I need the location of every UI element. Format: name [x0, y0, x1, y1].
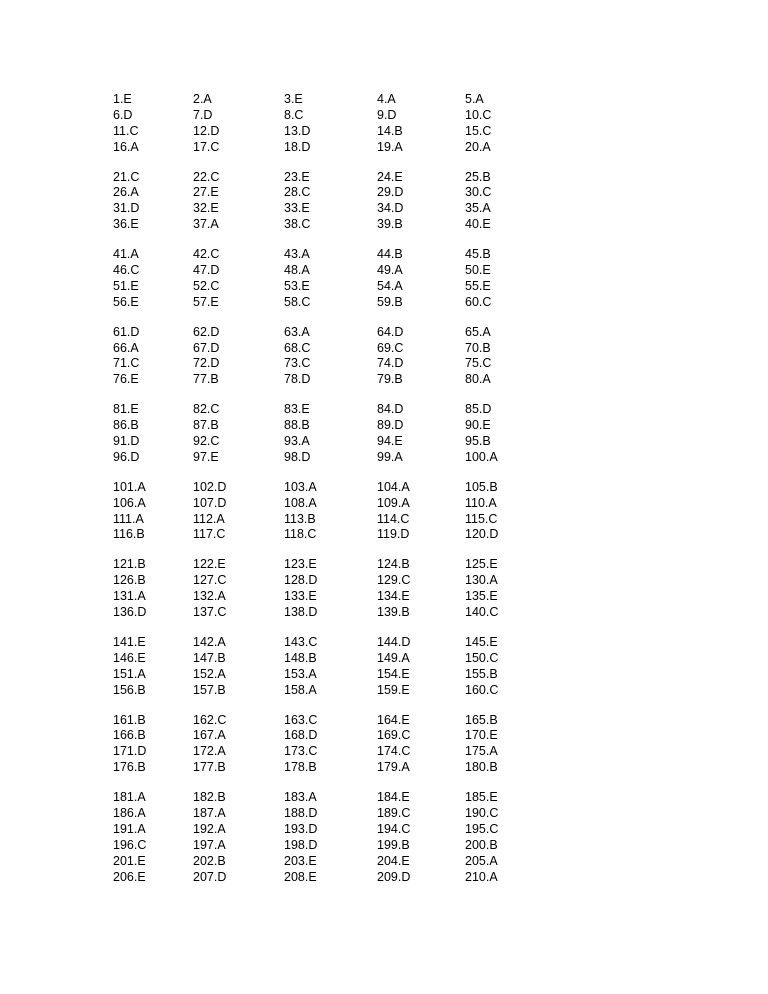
answer-cell: 142.A [193, 634, 226, 649]
answer-cell: 155.B [465, 666, 498, 681]
answer-cell: 141.E [113, 634, 146, 649]
answer-row [113, 201, 533, 217]
answer-cell: 123.E [284, 557, 317, 572]
answer-cell: 169.C [377, 728, 411, 743]
answer-cell: 210.A [465, 869, 498, 884]
answer-cell: 202.B [193, 853, 226, 868]
answer-cell: 35.A [465, 201, 491, 216]
answer-cell: 140.C [465, 605, 499, 620]
answer-cell: 85.D [465, 402, 492, 417]
answer-cell: 92.C [193, 434, 220, 449]
answer-cell: 70.B [465, 340, 491, 355]
answer-cell: 157.B [193, 682, 226, 697]
answer-cell: 12.D [193, 123, 220, 138]
answer-cell: 151.A [113, 666, 146, 681]
answer-cell: 82.C [193, 402, 220, 417]
answer-cell: 184.E [377, 790, 410, 805]
answer-cell: 127.C [193, 573, 227, 588]
answer-row [113, 605, 533, 621]
answer-cell: 11.C [113, 123, 139, 138]
answer-group [113, 713, 533, 777]
answer-cell: 180.B [465, 760, 498, 775]
answer-cell: 99.A [377, 449, 403, 464]
answer-cell: 133.E [284, 589, 317, 604]
answer-group [113, 790, 533, 885]
answer-cell: 189.C [377, 805, 411, 820]
answer-row [113, 573, 533, 589]
answer-group [113, 480, 533, 544]
answer-cell: 203.E [284, 853, 317, 868]
answer-cell: 113.B [284, 511, 316, 526]
answer-row [113, 589, 533, 605]
answer-row [113, 806, 533, 822]
answer-cell: 37.A [193, 217, 219, 232]
answer-cell: 64.D [377, 324, 404, 339]
answer-cell: 193.D [284, 821, 318, 836]
answer-cell: 120.D [465, 527, 499, 542]
answer-cell: 87.B [193, 418, 219, 433]
answer-cell: 16.A [113, 139, 139, 154]
answer-cell: 54.A [377, 278, 403, 293]
answer-cell: 71.C [113, 356, 140, 371]
answer-cell: 18.D [284, 139, 311, 154]
answer-cell: 156.B [113, 682, 146, 697]
answer-cell: 187.A [193, 805, 226, 820]
answer-cell: 166.B [113, 728, 146, 743]
answer-cell: 209.D [377, 869, 411, 884]
answer-cell: 21.C [113, 169, 140, 184]
answer-cell: 205.A [465, 853, 498, 868]
answer-row [113, 870, 533, 886]
answer-row [113, 854, 533, 870]
answer-cell: 105.B [465, 479, 498, 494]
answer-row [113, 325, 533, 341]
answer-cell: 129.C [377, 573, 411, 588]
answer-cell: 134.E [377, 589, 410, 604]
answer-cell: 9.D [377, 107, 397, 122]
answer-group [113, 635, 533, 699]
answer-cell: 50.E [465, 263, 491, 278]
answer-cell: 44.B [377, 247, 403, 262]
answer-cell: 103.A [284, 479, 317, 494]
answer-cell: 69.C [377, 340, 404, 355]
answer-cell: 107.D [193, 495, 227, 510]
answer-cell: 14.B [377, 123, 403, 138]
answer-row [113, 356, 533, 372]
answer-cell: 93.A [284, 434, 310, 449]
answer-cell: 132.A [193, 589, 226, 604]
answer-cell: 122.E [193, 557, 226, 572]
answer-cell: 148.B [284, 650, 317, 665]
answer-row [113, 728, 533, 744]
answer-cell: 32.E [193, 201, 219, 216]
answer-cell: 161.B [113, 712, 146, 727]
answer-row [113, 450, 533, 466]
answer-cell: 111.A [113, 511, 144, 526]
answer-row [113, 434, 533, 450]
answer-cell: 86.B [113, 418, 139, 433]
answer-group [113, 557, 533, 621]
answer-cell: 42.C [193, 247, 220, 262]
answer-cell: 6.D [113, 107, 133, 122]
answer-cell: 29.D [377, 185, 404, 200]
answer-cell: 5.A [465, 92, 484, 106]
answer-cell: 28.C [284, 185, 311, 200]
answer-cell: 200.B [465, 837, 498, 852]
answer-cell: 164.E [377, 712, 410, 727]
answer-row [113, 496, 533, 512]
answer-cell: 199.B [377, 837, 410, 852]
answer-row [113, 341, 533, 357]
answer-cell: 25.B [465, 169, 491, 184]
answer-cell: 59.B [377, 294, 403, 309]
answer-row [113, 713, 533, 729]
answer-row [113, 217, 533, 233]
answer-cell: 118.C [284, 527, 317, 542]
answer-cell: 128.D [284, 573, 318, 588]
answer-cell: 60.C [465, 294, 492, 309]
answer-cell: 57.E [193, 294, 219, 309]
answer-cell: 53.E [284, 278, 310, 293]
answer-cell: 150.C [465, 650, 499, 665]
answer-cell: 177.B [193, 760, 226, 775]
answer-cell: 146.E [113, 650, 146, 665]
answer-key [113, 92, 533, 899]
answer-cell: 72.D [193, 356, 220, 371]
answer-cell: 206.E [113, 869, 146, 884]
answer-cell: 23.E [284, 169, 310, 184]
answer-cell: 61.D [113, 324, 140, 339]
answer-cell: 83.E [284, 402, 310, 417]
answer-cell: 97.E [193, 449, 219, 464]
answer-row [113, 247, 533, 263]
answer-cell: 89.D [377, 418, 404, 433]
answer-cell: 26.A [113, 185, 139, 200]
answer-row [113, 185, 533, 201]
answer-cell: 24.E [377, 169, 403, 184]
answer-cell: 36.E [113, 217, 139, 232]
answer-cell: 208.E [284, 869, 317, 884]
answer-row [113, 557, 533, 573]
answer-cell: 91.D [113, 434, 140, 449]
answer-cell: 112.A [193, 511, 225, 526]
answer-cell: 45.B [465, 247, 491, 262]
answer-cell: 168.D [284, 728, 318, 743]
answer-cell: 68.C [284, 340, 311, 355]
answer-cell: 75.C [465, 356, 492, 371]
answer-cell: 13.D [284, 123, 311, 138]
answer-row [113, 170, 533, 186]
answer-cell: 46.C [113, 263, 140, 278]
answer-cell: 188.D [284, 805, 318, 820]
answer-cell: 27.E [193, 185, 219, 200]
answer-cell: 179.A [377, 760, 410, 775]
answer-row [113, 667, 533, 683]
answer-cell: 116.B [113, 527, 145, 542]
answer-row [113, 295, 533, 311]
answer-cell: 126.B [113, 573, 146, 588]
answer-cell: 95.B [465, 434, 491, 449]
answer-cell: 149.A [377, 650, 410, 665]
answer-cell: 125.E [465, 557, 498, 572]
answer-cell: 3.E [284, 92, 303, 106]
answer-cell: 30.C [465, 185, 492, 200]
answer-cell: 74.D [377, 356, 404, 371]
answer-cell: 56.E [113, 294, 139, 309]
answer-cell: 181.A [113, 790, 146, 805]
answer-cell: 20.A [465, 139, 491, 154]
answer-cell: 108.A [284, 495, 317, 510]
answer-cell: 115.C [465, 511, 498, 526]
answer-cell: 79.B [377, 372, 403, 387]
answer-cell: 119.D [377, 527, 410, 542]
answer-cell: 38.C [284, 217, 311, 232]
answer-cell: 73.C [284, 356, 311, 371]
answer-cell: 170.E [465, 728, 498, 743]
answer-cell: 121.B [113, 557, 146, 572]
answer-cell: 52.C [193, 278, 220, 293]
answer-cell: 144.D [377, 634, 411, 649]
answer-group [113, 402, 533, 466]
answer-cell: 8.C [284, 107, 304, 122]
answer-cell: 31.D [113, 201, 140, 216]
answer-row [113, 480, 533, 496]
answer-row [113, 822, 533, 838]
answer-cell: 39.B [377, 217, 403, 232]
answer-cell: 101.A [113, 479, 146, 494]
answer-row [113, 651, 533, 667]
answer-cell: 2.A [193, 92, 212, 106]
answer-row [113, 744, 533, 760]
answer-cell: 66.A [113, 340, 139, 355]
answer-cell: 163.C [284, 712, 318, 727]
answer-cell: 135.E [465, 589, 498, 604]
answer-cell: 176.B [113, 760, 146, 775]
answer-cell: 84.D [377, 402, 404, 417]
answer-cell: 143.C [284, 634, 318, 649]
answer-cell: 159.E [377, 682, 410, 697]
answer-cell: 162.C [193, 712, 227, 727]
answer-cell: 137.C [193, 605, 227, 620]
answer-cell: 195.C [465, 821, 499, 836]
answer-cell: 81.E [113, 402, 139, 417]
answer-cell: 138.D [284, 605, 318, 620]
answer-cell: 1.E [113, 92, 132, 106]
answer-cell: 34.D [377, 201, 404, 216]
answer-cell: 175.A [465, 744, 498, 759]
answer-cell: 207.D [193, 869, 227, 884]
answer-cell: 47.D [193, 263, 220, 278]
answer-cell: 153.A [284, 666, 317, 681]
answer-row [113, 683, 533, 699]
answer-cell: 80.A [465, 372, 491, 387]
answer-cell: 190.C [465, 805, 499, 820]
answer-cell: 67.D [193, 340, 220, 355]
answer-row [113, 760, 533, 776]
answer-cell: 174.C [377, 744, 411, 759]
answer-cell: 198.D [284, 837, 318, 852]
answer-cell: 98.D [284, 449, 311, 464]
answer-group [113, 170, 533, 234]
answer-group [113, 325, 533, 389]
answer-row [113, 124, 533, 140]
answer-cell: 191.A [113, 821, 146, 836]
answer-cell: 10.C [465, 107, 492, 122]
answer-cell: 63.A [284, 324, 310, 339]
answer-cell: 48.A [284, 263, 310, 278]
answer-cell: 182.B [193, 790, 226, 805]
answer-cell: 76.E [113, 372, 139, 387]
answer-cell: 62.D [193, 324, 220, 339]
answer-row [113, 635, 533, 651]
answer-cell: 7.D [193, 107, 213, 122]
answer-cell: 165.B [465, 712, 498, 727]
answer-cell: 204.E [377, 853, 410, 868]
answer-row [113, 512, 533, 528]
answer-cell: 41.A [113, 247, 139, 262]
answer-row [113, 108, 533, 124]
answer-cell: 96.D [113, 449, 140, 464]
answer-row [113, 418, 533, 434]
answer-row [113, 372, 533, 388]
answer-cell: 22.C [193, 169, 220, 184]
answer-cell: 33.E [284, 201, 310, 216]
answer-cell: 197.A [193, 837, 226, 852]
answer-row [113, 402, 533, 418]
answer-cell: 201.E [113, 853, 146, 868]
answer-cell: 77.B [193, 372, 219, 387]
answer-cell: 158.A [284, 682, 317, 697]
answer-row [113, 527, 533, 543]
answer-cell: 55.E [465, 278, 491, 293]
answer-cell: 130.A [465, 573, 498, 588]
answer-cell: 192.A [193, 821, 226, 836]
answer-cell: 94.E [377, 434, 403, 449]
answer-cell: 131.A [113, 589, 146, 604]
answer-row [113, 279, 533, 295]
answer-row [113, 140, 533, 156]
answer-cell: 19.A [377, 139, 403, 154]
answer-cell: 106.A [113, 495, 146, 510]
answer-cell: 186.A [113, 805, 146, 820]
answer-row [113, 263, 533, 279]
answer-cell: 15.C [465, 123, 492, 138]
answer-cell: 4.A [377, 92, 396, 106]
answer-cell: 185.E [465, 790, 498, 805]
answer-cell: 117.C [193, 527, 226, 542]
answer-cell: 139.B [377, 605, 410, 620]
answer-cell: 90.E [465, 418, 491, 433]
answer-cell: 51.E [113, 278, 139, 293]
answer-cell: 196.C [113, 837, 147, 852]
answer-cell: 17.C [193, 139, 220, 154]
answer-cell: 147.B [193, 650, 226, 665]
answer-row [113, 838, 533, 854]
answer-row [113, 92, 533, 108]
answer-cell: 160.C [465, 682, 499, 697]
answer-cell: 178.B [284, 760, 317, 775]
answer-cell: 65.A [465, 324, 491, 339]
answer-cell: 167.A [193, 728, 226, 743]
answer-cell: 49.A [377, 263, 403, 278]
answer-cell: 136.D [113, 605, 147, 620]
answer-cell: 104.A [377, 479, 410, 494]
answer-row [113, 790, 533, 806]
answer-group [113, 92, 533, 156]
answer-cell: 183.A [284, 790, 317, 805]
answer-cell: 110.A [465, 495, 497, 510]
answer-cell: 114.C [377, 511, 410, 526]
answer-cell: 88.B [284, 418, 310, 433]
answer-cell: 78.D [284, 372, 311, 387]
answer-cell: 40.E [465, 217, 491, 232]
answer-cell: 154.E [377, 666, 410, 681]
answer-cell: 58.C [284, 294, 311, 309]
answer-cell: 171.D [113, 744, 147, 759]
answer-cell: 172.A [193, 744, 226, 759]
answer-group [113, 247, 533, 311]
answer-cell: 152.A [193, 666, 226, 681]
answer-cell: 194.C [377, 821, 411, 836]
answer-cell: 109.A [377, 495, 410, 510]
answer-cell: 124.B [377, 557, 410, 572]
answer-cell: 145.E [465, 634, 498, 649]
answer-cell: 100.A [465, 449, 498, 464]
answer-cell: 43.A [284, 247, 310, 262]
answer-cell: 102.D [193, 479, 227, 494]
answer-cell: 173.C [284, 744, 318, 759]
